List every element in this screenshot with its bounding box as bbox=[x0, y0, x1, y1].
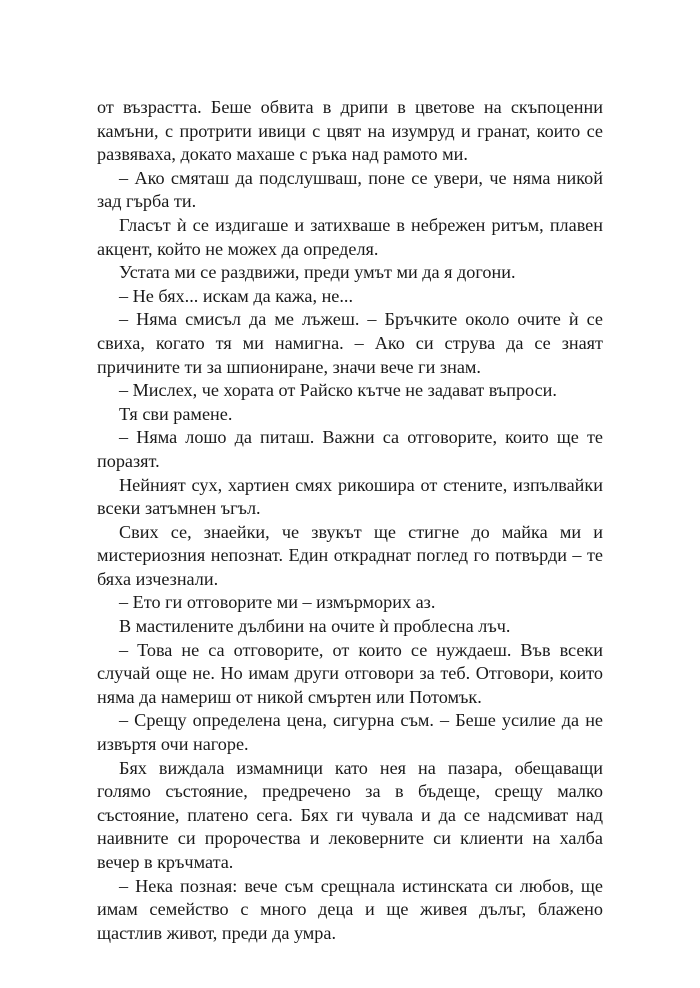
paragraph-10: Нейният сух, хартиен смях рикошира от стените, изпълвайки всеки затъмнен ъгъл. bbox=[97, 474, 603, 519]
paragraph-11: Свих се, знаейки, че звукът ще стигне до майка ми и мистериозния непознат. Един откраднат поглед го потвърди – те бяха изчезнали. bbox=[97, 521, 603, 589]
paragraph-3: Гласът ѝ се издигаше и затихваше в небрежен ритъм, плавен акцент, който не можех да определя. bbox=[97, 214, 603, 259]
paragraph-12: – Ето ги отговорите ми – измърморих аз. bbox=[119, 592, 436, 613]
paragraph-15: – Срещу определена цена, сигурна съм. – Беше усилие да не извъртя очи нагоре. bbox=[97, 710, 603, 755]
paragraph-4: Устата ми се раздвижи, преди умът ми да я догони. bbox=[119, 262, 516, 283]
paragraph-16: Бях виждала измамници като нея на пазара, обещаващи голямо състояние, предречено за в бъдеще, срещу малко състояние, платено сега. Бях ги чувала и да се надсмиват над наивните си пророчества и лековерните си клиенти на халба вечер в кръчмата. bbox=[97, 757, 603, 872]
paragraph-2: – Ако смяташ да подслушваш, поне се увери, че няма никой зад гърба ти. bbox=[97, 167, 603, 212]
paragraph-8: Тя сви рамене. bbox=[119, 403, 233, 424]
paragraph-14: – Това не са отговорите, от които се нуждаеш. Във всеки случай още не. Но имам други отговори за теб. Отговори, които няма да намериш от никой смъртен или Потомък. bbox=[97, 639, 603, 707]
paragraph-5: – Не бях... искам да кажа, не... bbox=[119, 285, 354, 306]
paragraph-1: от възрастта. Беше обвита в дрипи в цветове на скъпоценни камъни, с протрити ивици с цвят на изумруд и гранат, които се развяваха, докато махаше с ръка над рамото ми. bbox=[97, 97, 603, 165]
paragraph-9: – Няма лошо да питаш. Важни са отговорите, които ще те поразят. bbox=[97, 427, 603, 471]
paragraph-7: – Мислех, че хората от Райско кътче не задават въпроси. bbox=[119, 380, 557, 401]
paragraph-6: – Няма смисъл да ме лъжеш. – Бръчките около очите ѝ се свиха, когато тя ми намигна. – Ако си струва да се знаят причините ти за шпиониране, значи вече ги знам. bbox=[97, 309, 603, 377]
paragraph-13: В мастилените дълбини на очите ѝ проблесна лъч. bbox=[119, 616, 511, 637]
page-text bbox=[97, 96, 603, 945]
paragraph-17: – Нека позная: вече съм срещнала истинската си любов, ще имам семейство с много деца и ще живея дълъг, блажено щастлив живот, преди да умра. bbox=[97, 875, 603, 943]
